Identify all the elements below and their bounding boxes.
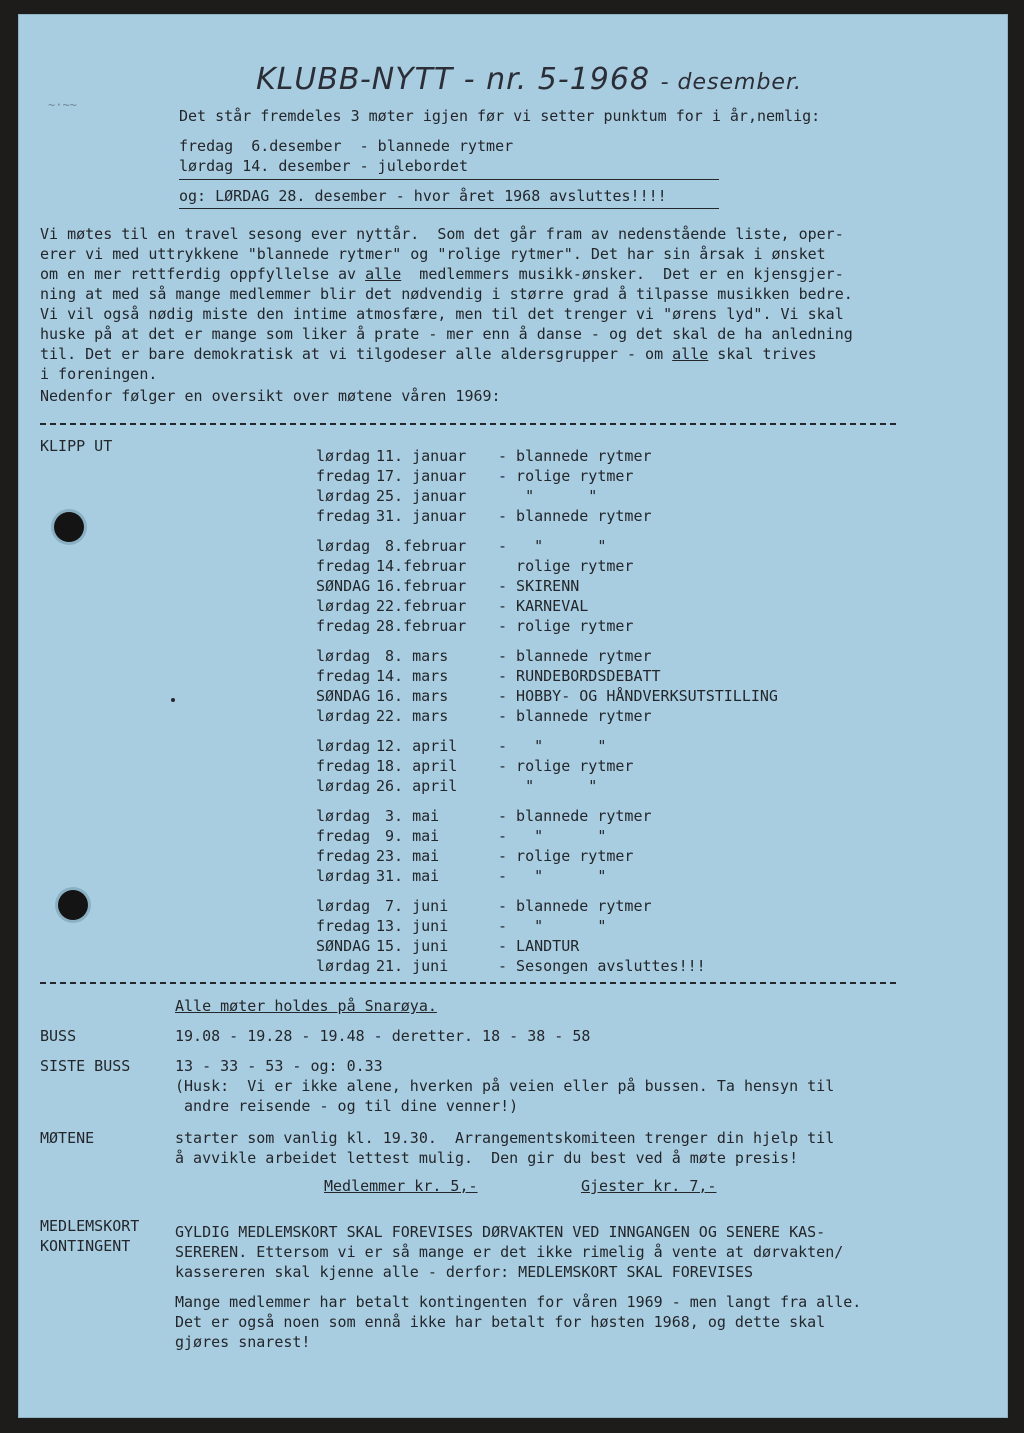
schedule-weekday: lørdag <box>316 647 371 665</box>
schedule-date: 28.februar <box>376 617 467 635</box>
schedule-date: 11. januar <box>376 447 467 465</box>
schedule-date: 8. mars <box>376 647 449 665</box>
intro-date-1: fredag 6.desember - blannede rytmer <box>179 137 514 155</box>
schedule-weekday: lørdag <box>316 447 371 465</box>
paragraph-line: ning at med så mange medlemmer blir det nødvendig i større grad å tilpasse musikken bedre. <box>40 285 853 303</box>
motene-line-1: starter som vanlig kl. 19.30. Arrangementskomiteen trenger din hjelp til <box>175 1129 835 1147</box>
paragraph-line: i foreningen. <box>40 365 158 383</box>
schedule-event: - rolige rytmer <box>498 467 634 485</box>
buss-times: 19.08 - 19.28 - 19.48 - deretter. 18 - 38 - 58 <box>175 1027 591 1045</box>
schedule-weekday: fredag <box>316 507 371 525</box>
card-label-2: KONTINGENT <box>40 1237 131 1255</box>
paragraph-line: Vi møtes til en travel sesong ever nyttår. Som det går fram av nedenstående liste, oper- <box>40 225 844 243</box>
ink-dot <box>171 698 175 702</box>
schedule-event: - RUNDEBORDSDEBATT <box>498 667 661 685</box>
schedule-date: 9. mai <box>376 827 440 845</box>
schedule-weekday: SØNDAG <box>316 577 371 595</box>
schedule-weekday: fredag <box>316 467 371 485</box>
schedule-date: 14.februar <box>376 557 467 575</box>
paragraph-text: medlemmers musikk-ønsker. Det er en kjensgjer- <box>401 265 844 283</box>
schedule-event: - " " <box>498 537 607 555</box>
paragraph-line: Nedenfor følger en oversikt over møtene våren 1969: <box>40 387 501 405</box>
schedule-event: - rolige rytmer <box>498 617 634 635</box>
schedule-date: 31. mai <box>376 867 440 885</box>
schedule-weekday: fredag <box>316 827 371 845</box>
paragraph-line <box>40 344 817 364</box>
schedule-weekday: lørdag <box>316 597 371 615</box>
schedule-event: " " <box>498 487 598 505</box>
paragraph-text: skal trives <box>708 345 817 363</box>
paragraph-text: om en mer rettferdig oppfyllelse av <box>40 265 366 283</box>
punch-hole <box>58 890 88 920</box>
schedule-date: 22.februar <box>376 597 467 615</box>
paragraph-line: erer vi med uttrykkene "blannede rytmer" og "rolige rytmer". Det har sin årsak i ønsket <box>40 245 826 263</box>
schedule-date: 3. mai <box>376 807 440 825</box>
paragraph-text: til. Det er bare demokratisk at vi tilgodeser alle aldersgrupper - om <box>40 345 673 363</box>
price-guests: Gjester kr. 7,- <box>581 1177 717 1195</box>
card-line-2: SEREREN. Ettersom vi er så mange er det ikke rimelig å vente at dørvakten/ <box>175 1243 844 1261</box>
venue-note: Alle møter holdes på Snarøya. <box>175 997 437 1015</box>
schedule-event: " " <box>498 777 598 795</box>
schedule-weekday: lørdag <box>316 957 371 975</box>
cut-line-bottom <box>40 982 896 984</box>
schedule-date: 23. mai <box>376 847 440 865</box>
intro-rule-top <box>179 179 719 180</box>
schedule-weekday: fredag <box>316 557 371 575</box>
schedule-date: 14. mars <box>376 667 449 685</box>
pencil-mark: ~·~~ <box>48 98 77 112</box>
title-suffix: - desember. <box>660 70 802 95</box>
schedule-weekday: SØNDAG <box>316 937 371 955</box>
schedule-weekday: fredag <box>316 757 371 775</box>
schedule-date: 25. januar <box>376 487 467 505</box>
punch-hole <box>54 512 84 542</box>
schedule-date: 21. juni <box>376 957 449 975</box>
schedule-event: - rolige rytmer <box>498 847 634 865</box>
motene-label: MØTENE <box>40 1129 95 1147</box>
kontingent-line-2: Det er også noen som ennå ikke har betalt for høsten 1968, og dette skal <box>175 1313 826 1331</box>
schedule-event: - " " <box>498 917 607 935</box>
schedule-date: 18. april <box>376 757 458 775</box>
schedule-event: - blannede rytmer <box>498 507 652 525</box>
intro-rule-bottom <box>179 208 719 209</box>
schedule-date: 15. juni <box>376 937 449 955</box>
kontingent-line-1: Mange medlemmer har betalt kontingenten for våren 1969 - men langt fra alle. <box>175 1293 862 1311</box>
schedule-date: 31. januar <box>376 507 467 525</box>
schedule-event: - blannede rytmer <box>498 447 652 465</box>
card-label-1: MEDLEMSKORT <box>40 1217 140 1235</box>
schedule-event: - blannede rytmer <box>498 707 652 725</box>
card-line-3: kassereren skal kjenne alle - derfor: MEDLEMSKORT SKAL FOREVISES <box>175 1263 753 1281</box>
schedule-event: - " " <box>498 867 607 885</box>
schedule-weekday: lørdag <box>316 537 371 555</box>
schedule-weekday: fredag <box>316 617 371 635</box>
underlined-word: alle <box>365 265 402 283</box>
schedule-date: 26. april <box>376 777 458 795</box>
intro-date-2: lørdag 14. desember - julebordet <box>179 157 468 175</box>
schedule-date: 17. januar <box>376 467 467 485</box>
schedule-event: - SKIRENN <box>498 577 580 595</box>
schedule-event: - blannede rytmer <box>498 647 652 665</box>
schedule-event: - HOBBY- OG HÅNDVERKSUTSTILLING <box>498 687 778 705</box>
schedule-weekday: fredag <box>316 917 371 935</box>
underlined-word: alle <box>672 345 709 363</box>
schedule-weekday: lørdag <box>316 897 371 915</box>
schedule-event: - blannede rytmer <box>498 807 652 825</box>
schedule-weekday: lørdag <box>316 807 371 825</box>
schedule-date: 16. mars <box>376 687 449 705</box>
husk-line-2: andre reisende - og til dine venner!) <box>175 1097 519 1115</box>
schedule-date: 8.februar <box>376 537 467 555</box>
intro-date-3: og: LØRDAG 28. desember - hvor året 1968 avsluttes!!!! <box>179 187 667 205</box>
schedule-weekday: lørdag <box>316 777 371 795</box>
schedule-date: 12. april <box>376 737 458 755</box>
schedule-weekday: lørdag <box>316 707 371 725</box>
schedule-weekday: fredag <box>316 847 371 865</box>
siste-buss-label: SISTE BUSS <box>40 1057 131 1075</box>
schedule-event: - " " <box>498 737 607 755</box>
schedule-date: 22. mars <box>376 707 449 725</box>
title-text: KLUBB-NYTT - nr. 5-1968 <box>256 62 651 97</box>
schedule-weekday: SØNDAG <box>316 687 371 705</box>
motene-line-2: å avvikle arbeidet lettest mulig. Den gir du best ved å møte presis! <box>175 1149 799 1167</box>
price-members: Medlemmer kr. 5,- <box>324 1177 478 1195</box>
schedule-date: 13. juni <box>376 917 449 935</box>
cut-line-top <box>40 423 896 425</box>
schedule-weekday: lørdag <box>316 487 371 505</box>
card-line-1: GYLDIG MEDLEMSKORT SKAL FOREVISES DØRVAKTEN VED INNGANGEN OG SENERE KAS- <box>175 1223 826 1241</box>
document-page <box>18 14 1008 1418</box>
clip-label: KLIPP UT <box>40 437 113 455</box>
schedule-weekday: lørdag <box>316 867 371 885</box>
schedule-event: - rolige rytmer <box>498 757 634 775</box>
siste-buss-times: 13 - 33 - 53 - og: 0.33 <box>175 1057 383 1075</box>
schedule-date: 7. juni <box>376 897 449 915</box>
schedule-date: 16.februar <box>376 577 467 595</box>
handwritten-title <box>256 62 802 97</box>
schedule-event: - KARNEVAL <box>498 597 589 615</box>
schedule-event: rolige rytmer <box>498 557 634 575</box>
schedule-event: - blannede rytmer <box>498 897 652 915</box>
paragraph-line: Vi vil også nødig miste den intime atmosfære, men til det trenger vi "ørens lyd". Vi skal <box>40 305 844 323</box>
schedule-event: - LANDTUR <box>498 937 580 955</box>
paragraph-line: huske på at det er mange som liker å prate - mer enn å danse - og det skal de ha anledning <box>40 325 853 343</box>
kontingent-line-3: gjøres snarest! <box>175 1333 311 1351</box>
schedule-weekday: lørdag <box>316 737 371 755</box>
paragraph-line <box>40 264 844 284</box>
husk-line-1: (Husk: Vi er ikke alene, hverken på veien eller på bussen. Ta hensyn til <box>175 1077 835 1095</box>
intro-line: Det står fremdeles 3 møter igjen før vi setter punktum for i år,nemlig: <box>179 107 821 125</box>
schedule-event: - " " <box>498 827 607 845</box>
schedule-event: - Sesongen avsluttes!!! <box>498 957 706 975</box>
buss-label: BUSS <box>40 1027 77 1045</box>
schedule-weekday: fredag <box>316 667 371 685</box>
